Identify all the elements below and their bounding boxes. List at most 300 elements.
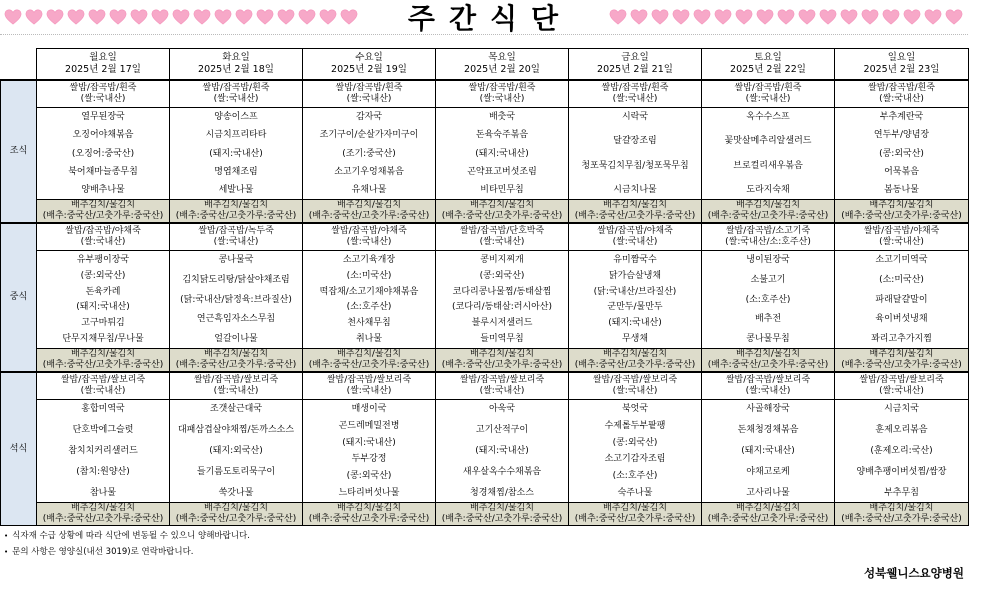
kimchi-cell: [702, 200, 835, 224]
rice-cell: [702, 223, 835, 251]
kimchi-cell: [37, 200, 170, 224]
kimchi-origin: (배추:중국산/고춧가루:중국산): [308, 514, 430, 524]
dish-item: (돼지:국내산): [741, 446, 795, 456]
rice-line: 쌀밥/잡곡밥/흰죽: [202, 83, 270, 93]
dish-item: 돈채청경채볶음: [737, 425, 799, 435]
heart-row-left: [4, 8, 358, 30]
kimchi-cell: [569, 349, 702, 373]
dish-list: [303, 400, 435, 502]
rice-line: 쌀밥/잡곡밥/쌀보리죽: [725, 375, 811, 385]
dish-item: 봄동나물: [884, 185, 919, 195]
heart-icon: [651, 8, 669, 26]
dish-item: 양송이스프: [214, 112, 258, 122]
dish-item: 아욱국: [488, 404, 516, 414]
dish-item: (돼지:국내산): [209, 148, 263, 159]
rice-line: (쌀:국내산): [80, 386, 126, 396]
dish-item: 천사채무침: [347, 318, 391, 329]
dish-item: 세발나물: [218, 185, 254, 195]
heart-icon: [924, 8, 942, 26]
rice-line: 쌀밥/잡곡밥/쌀보리죽: [60, 375, 146, 385]
dish-list: [303, 108, 435, 199]
dish-item: 오징어야채볶음: [72, 130, 134, 141]
kimchi-origin: (배추:중국산/고춧가루:중국산): [707, 211, 829, 221]
dishes-cell: [569, 108, 702, 200]
dish-item: 냉이된장국: [746, 255, 790, 265]
dish-list: [569, 108, 701, 199]
dish-item: 단무지채무침/무나물: [62, 333, 144, 344]
dishes-cell: [436, 108, 569, 200]
kimchi-line: 배추김치/물김치: [603, 349, 667, 359]
day-date: 2025년 2월 18일: [198, 64, 274, 75]
day-date: 2025년 2월 20일: [464, 64, 540, 75]
dish-item: 북엇국: [621, 404, 649, 414]
kimchi-origin: (배추:중국산/고춧가루:중국산): [175, 211, 297, 221]
rice-line: 쌀밥/잡곡밥/녹두죽: [198, 226, 274, 236]
dish-item: 북어채마늘종무침: [68, 166, 138, 177]
rice-line: 쌀밥/잡곡밥/쌀보리죽: [459, 375, 545, 385]
note-item: • 식자재 수급 상황에 따라 식단에 변동될 수 있으니 양해바랍니다.: [4, 531, 250, 541]
header-spacer: [0, 34, 968, 49]
kimchi-origin: (배추:중국산/고춧가루:중국산): [707, 514, 829, 524]
rice-line: (쌀:국내산): [612, 237, 658, 247]
dish-item: 얼갈이나물: [214, 334, 258, 344]
kimchi-origin: (배추:중국산/고춧가루:중국산): [441, 514, 563, 524]
dishes-cell: [436, 400, 569, 503]
dish-item: 김치닭도리탕/닭살야채조림: [182, 274, 290, 285]
rice-line: (쌀:국내산): [346, 237, 392, 247]
hospital-name: 성북웰니스요양병원: [864, 566, 964, 580]
rice-line: (쌀:국내산): [213, 237, 259, 247]
heart-icon: [672, 8, 690, 26]
dishes-cell: [702, 108, 835, 200]
rice-cell: [835, 80, 969, 108]
dishes-cell: [303, 400, 436, 503]
rice-cell: [569, 80, 702, 108]
dish-item: (돼지:국내산): [475, 446, 529, 456]
day-name: 월요일: [89, 52, 117, 63]
kimchi-line: 배추김치/물김치: [603, 503, 667, 513]
dish-item: (소:호주산): [612, 471, 658, 482]
day-header: [170, 49, 303, 81]
heart-icon: [756, 8, 774, 26]
dishes-cell: [170, 400, 303, 503]
kimchi-origin: (배추:중국산/고춧가루:중국산): [574, 514, 696, 524]
rice-line: (쌀:국내산): [879, 386, 924, 396]
dish-item: (콩:외국산): [879, 148, 924, 159]
dish-item: 들기름도토리묵구이: [196, 467, 276, 477]
dish-item: 청경채찜/참소스: [470, 488, 534, 498]
heart-icon: [109, 8, 127, 26]
dish-item: 고사리나물: [746, 488, 790, 498]
rice-line: 쌀밥/잡곡밥/흰죽: [69, 83, 137, 93]
dish-item: (돼지:국내산): [342, 437, 396, 448]
dish-item: 쑥갓나물: [218, 488, 254, 498]
rice-cell: [37, 80, 170, 108]
rice-cell: [569, 223, 702, 251]
page-title: 주간식단: [407, 2, 573, 35]
kimchi-cell: [835, 503, 969, 526]
day-date: 2025년 2월 19일: [331, 64, 407, 75]
heart-icon: [4, 8, 22, 26]
dish-list: [702, 251, 834, 348]
dish-item: (소:미국산): [879, 274, 924, 285]
dish-item: 시금치나물: [613, 184, 657, 195]
dish-item: 소고기감자조림: [604, 454, 666, 465]
dish-list: [835, 108, 968, 199]
dish-item: 명엽채조림: [214, 166, 258, 177]
kimchi-cell: [569, 503, 702, 526]
rice-cell: [170, 372, 303, 400]
dishes-cell: [835, 251, 969, 349]
dish-item: 연근흑임자소스무침: [196, 314, 276, 325]
dish-item: 육이버섯냉채: [875, 314, 928, 325]
dish-item: 수제롤두부팥팽: [604, 420, 666, 431]
kimchi-line: 배추김치/물김치: [337, 503, 401, 513]
kimchi-origin: (배추:중국산/고춧가루:중국산): [841, 360, 962, 370]
dish-item: 고기산적구이: [475, 425, 529, 435]
heart-icon: [67, 8, 85, 26]
dish-item: (콩:외국산): [479, 270, 525, 281]
heart-icon: [735, 8, 753, 26]
kimchi-line: 배추김치/물김치: [204, 200, 268, 210]
day-date: 2025년 2월 17일: [65, 64, 141, 75]
dish-item: (돼지:국내산): [76, 302, 130, 313]
kimchi-origin: (배추:중국산/고춧가루:중국산): [175, 514, 297, 524]
heart-icon: [945, 8, 963, 26]
kimchi-line: 배추김치/물김치: [204, 503, 268, 513]
dish-list: [436, 108, 568, 199]
dish-item: 열무된장국: [81, 112, 125, 122]
table-corner: [1, 49, 37, 81]
dish-item: 곤약표고버섯조림: [467, 166, 537, 177]
dish-item: 새우살옥수수채볶음: [462, 467, 542, 477]
dishes-cell: [835, 400, 969, 503]
dishes-cell: [569, 251, 702, 349]
dish-list: [436, 400, 568, 502]
kimchi-cell: [702, 349, 835, 373]
dish-item: (참치:원양산): [76, 467, 130, 477]
heart-icon: [819, 8, 837, 26]
rice-cell: [37, 223, 170, 251]
dishes-cell: [37, 400, 170, 503]
dish-item: 파래달걀말이: [875, 294, 928, 305]
dish-item: 어묵볶음: [884, 166, 919, 177]
dish-item: 느타리버섯나물: [338, 487, 400, 498]
dish-list: [170, 108, 302, 199]
dish-item: 소불고기: [750, 274, 786, 285]
rice-cell: [303, 372, 436, 400]
rice-cell: [835, 223, 969, 251]
rice-line: (쌀:국내산): [479, 94, 525, 104]
dish-item: 조갯살근대국: [209, 404, 263, 414]
kimchi-cell: [303, 200, 436, 224]
dish-item: 감자국: [355, 112, 383, 122]
dish-item: 대패삼겹살야채찜/돈까스소스: [177, 425, 295, 435]
dish-item: 돈육숙주볶음: [475, 130, 529, 141]
rice-line: (쌀:국내산): [346, 386, 392, 396]
dish-item: 취나물: [355, 333, 383, 344]
dish-item: 사골해장국: [746, 404, 790, 414]
kimchi-line: 배추김치/물김치: [869, 200, 934, 210]
dishes-cell: [303, 108, 436, 200]
kimchi-cell: [835, 200, 969, 224]
kimchi-cell: [170, 503, 303, 526]
dish-item: 부추무침: [884, 488, 919, 498]
kimchi-cell: [702, 503, 835, 526]
heart-icon: [714, 8, 732, 26]
heart-icon: [277, 8, 295, 26]
heart-icon: [882, 8, 900, 26]
rice-line: (쌀:국내산): [80, 94, 126, 104]
kimchi-line: 배추김치/물김치: [71, 200, 135, 210]
dish-item: (훈제오리:국산): [870, 446, 933, 456]
heart-icon: [214, 8, 232, 26]
dish-item: 홍합미역국: [81, 404, 125, 414]
dish-item: 옥수수스프: [746, 112, 790, 122]
dish-item: (소:호주산): [745, 294, 791, 305]
rice-line: 쌀밥/잡곡밥/쌀보리죽: [326, 375, 412, 385]
dish-item: 소고기육개장: [342, 255, 396, 265]
heart-icon: [235, 8, 253, 26]
kimchi-cell: [569, 200, 702, 224]
dish-list: [569, 251, 701, 348]
kimchi-line: 배추김치/물김치: [204, 349, 268, 359]
dish-item: (콩:외국산): [612, 437, 658, 448]
rice-cell: [436, 372, 569, 400]
dishes-cell: [303, 251, 436, 349]
heart-icon: [798, 8, 816, 26]
rice-line: 쌀밥/잡곡밥/흰죽: [868, 83, 935, 93]
kimchi-origin: (배추:중국산/고춧가루:중국산): [42, 514, 164, 524]
kimchi-line: 배추김치/물김치: [71, 503, 135, 513]
rice-line: 쌀밥/잡곡밥/흰죽: [335, 83, 403, 93]
rice-cell: [303, 223, 436, 251]
dish-item: 두부강정: [351, 454, 387, 465]
dishes-cell: [170, 251, 303, 349]
rice-line: 쌀밥/잡곡밥/야채죽: [597, 226, 673, 236]
rice-line: (쌀:국내산): [80, 237, 126, 247]
heart-icon: [340, 8, 358, 26]
rice-cell: [702, 80, 835, 108]
rice-line: (쌀:국내산): [612, 386, 658, 396]
heart-icon: [777, 8, 795, 26]
rice-line: (쌀:국내산): [879, 237, 924, 247]
dish-item: 참치치커리샐러드: [68, 446, 138, 456]
kimchi-origin: (배추:중국산/고춧가루:중국산): [308, 360, 430, 370]
dish-item: 비타민무침: [480, 185, 524, 195]
dish-item: 꽃맛살메추리알샐러드: [724, 136, 812, 147]
rice-line: (쌀:국내산): [612, 94, 658, 104]
rice-line: (쌀:국내산/소:호주산): [725, 237, 811, 247]
rice-line: (쌀:국내산): [213, 94, 259, 104]
day-date: 2025년 2월 23일: [863, 64, 940, 75]
rice-cell: [37, 372, 170, 400]
rice-line: 쌀밥/잡곡밥/쌀보리죽: [592, 375, 678, 385]
dish-list: [170, 251, 302, 348]
day-date: 2025년 2월 21일: [597, 64, 673, 75]
meal-label-lunch: 중식: [1, 223, 37, 372]
dish-item: (닭:국내산/브라질산): [593, 286, 677, 297]
dish-item: 브로컬리새우볶음: [733, 160, 803, 171]
dish-list: [37, 108, 169, 199]
dish-item: 유채나물: [351, 185, 387, 195]
kimchi-cell: [303, 503, 436, 526]
notes: [4, 528, 250, 560]
dish-item: 부추계란국: [879, 112, 924, 122]
dish-item: 콩나물국: [218, 255, 254, 265]
dish-list: [37, 251, 169, 348]
dish-item: (닭:국내산/닭정육:브라질산): [180, 294, 292, 305]
dish-item: 배추전: [754, 314, 782, 325]
kimchi-line: 배추김치/물김치: [869, 503, 934, 513]
dish-list: [702, 400, 834, 502]
kimchi-cell: [170, 200, 303, 224]
heart-icon: [193, 8, 211, 26]
rice-cell: [303, 80, 436, 108]
heart-icon: [319, 8, 337, 26]
dish-list: [303, 251, 435, 348]
dish-item: 떡잡채/소고기채야채볶음: [319, 286, 419, 297]
day-name: 수요일: [355, 52, 383, 63]
dishes-cell: [702, 400, 835, 503]
dish-item: 달걀장조림: [613, 136, 657, 147]
heart-icon: [609, 8, 627, 26]
rice-line: (쌀:국내산): [745, 94, 791, 104]
rice-cell: [569, 372, 702, 400]
rice-cell: [436, 80, 569, 108]
dish-list: [37, 400, 169, 502]
rice-line: (쌀:국내산): [479, 237, 525, 247]
kimchi-cell: [436, 503, 569, 526]
dish-item: 코다리콩나물찜/동태살찜: [452, 286, 552, 297]
day-header: [37, 49, 170, 81]
dish-item: 연두부/양념장: [873, 130, 930, 141]
kimchi-origin: (배추:중국산/고춧가루:중국산): [42, 211, 164, 221]
heart-icon: [630, 8, 648, 26]
dish-item: 양배추나물: [81, 185, 125, 195]
kimchi-line: 배추김치/물김치: [470, 349, 534, 359]
kimchi-line: 배추김치/물김치: [337, 349, 401, 359]
kimchi-origin: (배추:중국산/고춧가루:중국산): [441, 211, 563, 221]
rice-line: 쌀밥/잡곡밥/흰죽: [601, 83, 669, 93]
dish-list: [835, 400, 968, 502]
dish-item: (소:호주산): [346, 302, 392, 313]
dish-item: 시금치프리타타: [205, 130, 267, 141]
dish-item: 훈제오리볶음: [875, 425, 928, 435]
dish-item: 도라지숙채: [746, 184, 790, 195]
dish-item: 시금치국: [884, 404, 919, 414]
dish-item: 단호박에그슬럿: [72, 425, 134, 435]
kimchi-origin: (배추:중국산/고춧가루:중국산): [574, 211, 696, 221]
dish-item: 참나물: [89, 488, 117, 498]
dish-item: (돼지:외국산): [209, 446, 263, 456]
dish-list: [569, 400, 701, 502]
dish-item: 곤드레메밀전병: [338, 420, 400, 431]
kimchi-line: 배추김치/물김치: [736, 349, 800, 359]
rice-cell: [170, 80, 303, 108]
rice-cell: [835, 372, 969, 400]
dish-item: 양배추팽이버섯찜/쌈장: [856, 467, 947, 477]
kimchi-line: 배추김치/물김치: [470, 200, 534, 210]
heart-icon: [693, 8, 711, 26]
dish-item: 유미짬국수: [613, 255, 657, 265]
day-name: 목요일: [488, 52, 516, 63]
rice-line: 쌀밥/잡곡밥/흰죽: [468, 83, 536, 93]
rice-line: 쌀밥/잡곡밥/야채죽: [863, 226, 940, 236]
dish-item: 유부팽이장국: [76, 255, 130, 265]
dishes-cell: [436, 251, 569, 349]
dish-item: 소고기미역국: [875, 255, 928, 265]
rice-line: 쌀밥/잡곡밥/소고기죽: [725, 226, 811, 236]
dishes-cell: [835, 108, 969, 200]
rice-line: 쌀밥/잡곡밥/쌀보리죽: [859, 375, 944, 385]
dish-item: 배춧국: [488, 112, 516, 122]
rice-line: (쌀:국내산): [213, 386, 259, 396]
day-name: 일요일: [887, 52, 916, 63]
heart-icon: [25, 8, 43, 26]
kimchi-cell: [37, 349, 170, 373]
day-name: 토요일: [754, 52, 782, 63]
dish-list: [702, 108, 834, 199]
heart-icon: [88, 8, 106, 26]
rice-line: (쌀:국내산): [879, 94, 924, 104]
dish-item: 콩비지찌개: [480, 255, 524, 265]
kimchi-line: 배추김치/물김치: [869, 349, 934, 359]
kimchi-line: 배추김치/물김치: [470, 503, 534, 513]
heart-icon: [172, 8, 190, 26]
rice-cell: [702, 372, 835, 400]
dish-item: 소고기우엉채볶음: [334, 166, 404, 177]
weekly-menu-table: [0, 48, 969, 526]
dish-item: (조기:중국산): [342, 148, 396, 159]
kimchi-cell: [37, 503, 170, 526]
kimchi-line: 배추김치/물김치: [736, 503, 800, 513]
heart-icon: [861, 8, 879, 26]
dish-item: 매생이국: [351, 404, 387, 414]
dish-item: (콩:외국산): [346, 471, 392, 482]
kimchi-origin: (배추:중국산/고춧가루:중국산): [841, 514, 962, 524]
dish-item: 청포묵김치무침/청포묵무침: [581, 160, 689, 171]
day-name: 금요일: [621, 52, 649, 63]
heart-icon: [256, 8, 274, 26]
kimchi-cell: [436, 200, 569, 224]
kimchi-line: 배추김치/물김치: [71, 349, 135, 359]
dish-item: 들미역무침: [480, 333, 524, 344]
heart-icon: [903, 8, 921, 26]
dish-item: (코다리/동태살:러시아산): [451, 302, 553, 313]
heart-icon: [130, 8, 148, 26]
kimchi-origin: (배추:중국산/고춧가루:중국산): [42, 360, 164, 370]
dishes-cell: [702, 251, 835, 349]
dishes-cell: [569, 400, 702, 503]
dish-item: (콩:외국산): [80, 270, 126, 281]
heart-icon: [46, 8, 64, 26]
kimchi-line: 배추김치/물김치: [736, 200, 800, 210]
dish-item: 야채고로케: [746, 467, 790, 477]
dish-item: 조기구이/순살가자미구이: [319, 130, 419, 141]
heart-icon: [840, 8, 858, 26]
rice-line: 쌀밥/잡곡밥/단호박죽: [459, 226, 545, 236]
day-header: [303, 49, 436, 81]
kimchi-origin: (배추:중국산/고춧가루:중국산): [175, 360, 297, 370]
meal-label-breakfast: 조식: [1, 80, 37, 223]
dish-list: [835, 251, 968, 348]
rice-line: (쌀:국내산): [346, 94, 392, 104]
meal-label-dinner: 석식: [1, 372, 37, 526]
dish-item: 닭가슴살냉채: [608, 270, 662, 281]
dishes-cell: [170, 108, 303, 200]
dishes-cell: [37, 251, 170, 349]
